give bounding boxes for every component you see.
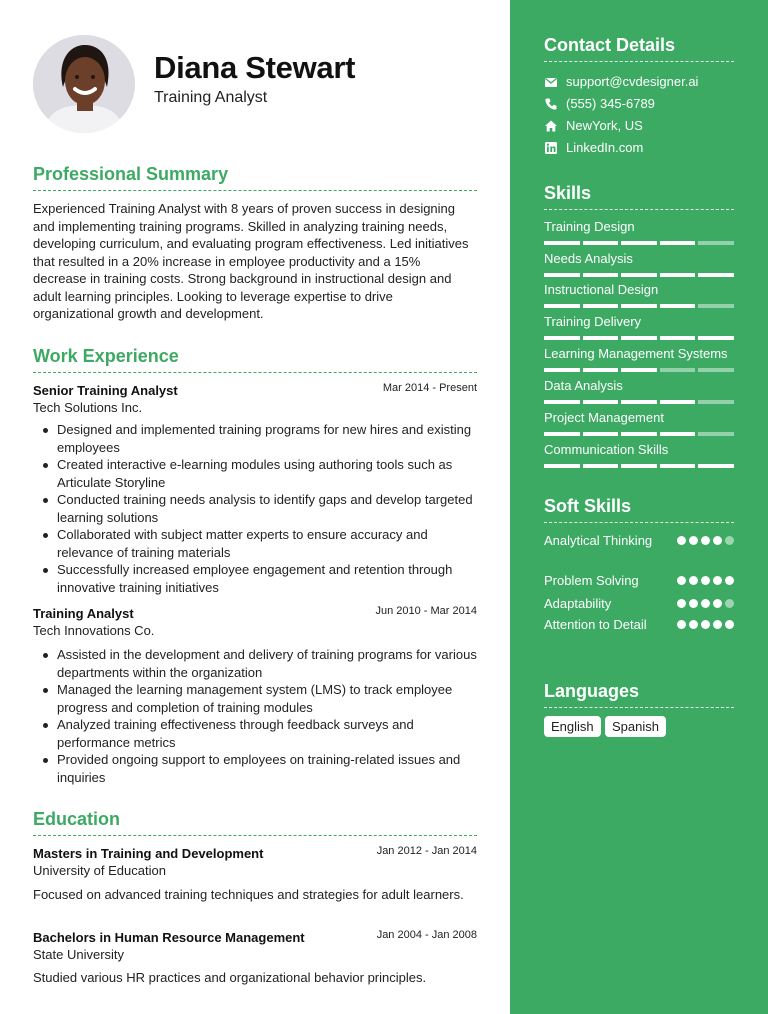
degree-dates: Jan 2004 - Jan 2008 — [376, 929, 477, 941]
contact-email[interactable] — [544, 74, 698, 89]
skill-bar-segment — [660, 273, 696, 277]
skill-bar-segment — [698, 241, 734, 245]
contact-linkedin[interactable] — [544, 140, 643, 155]
skill-level-bar — [544, 400, 734, 404]
soft-skill-label: Attention to Detail — [544, 617, 647, 632]
home-icon — [544, 119, 558, 133]
job-dates: Jun 2010 - Mar 2014 — [375, 605, 477, 617]
rating-dot — [713, 536, 722, 545]
skill-bar-segment — [621, 432, 657, 436]
school-name: State University — [33, 947, 125, 962]
rating-dot — [689, 576, 698, 585]
skill-bar-segment — [544, 464, 580, 468]
linkedin-text: LinkedIn.com — [566, 140, 644, 155]
school-name: University of Education — [33, 863, 166, 878]
skill-level-bar — [544, 432, 734, 436]
soft-skill-rating — [677, 576, 734, 585]
contact-heading: Contact Details — [544, 35, 734, 62]
rating-dot — [725, 536, 734, 545]
skill-bar-segment — [698, 432, 734, 436]
rating-dot — [701, 576, 710, 585]
skill-bar-segment — [583, 273, 619, 277]
skill-bar-segment — [544, 400, 580, 404]
summary-text: Experienced Training Analyst with 8 years of proven success in designing and implementing training programs. Skilled in analyzing training needs, developing curriculum, and evaluating program effectiveness. Led initiatives that resulted in a 20% increase in employee productivity and a 15% decrease in training costs. Strong background in instructional design and adult learning principles. Looking to leverage expertise to drive organizational growth and development. — [33, 201, 469, 321]
skill-level-bar — [544, 336, 734, 340]
skill-bar-segment — [660, 304, 696, 308]
bullet-item: Provided ongoing support to employees on training-related issues and inquiries — [57, 751, 477, 786]
rating-dot — [701, 620, 710, 629]
skill-bar-segment — [698, 464, 734, 468]
soft-skill-label: Problem Solving — [544, 573, 639, 588]
skill-bar-segment — [583, 432, 619, 436]
skill-level-bar — [544, 273, 734, 277]
job-company: Tech Innovations Co. — [33, 623, 155, 638]
education-heading: Education — [33, 809, 477, 836]
rating-dot — [725, 576, 734, 585]
skill-bar-segment — [544, 273, 580, 277]
rating-dot — [725, 620, 734, 629]
rating-dot — [725, 599, 734, 608]
skill-bar-segment — [583, 464, 619, 468]
skill-item — [544, 346, 734, 372]
skill-bar-segment — [621, 400, 657, 404]
skill-bar-segment — [544, 336, 580, 340]
skill-label: Training Delivery — [544, 314, 642, 329]
skill-bar-segment — [621, 273, 657, 277]
rating-dot — [689, 620, 698, 629]
skill-label: Communication Skills — [544, 442, 669, 457]
skill-bar-segment — [583, 241, 619, 245]
skills-heading: Skills — [544, 183, 734, 210]
linkedin-icon — [544, 141, 558, 155]
language-badge: English — [544, 716, 601, 737]
rating-dot — [677, 536, 686, 545]
soft-skill-rating — [677, 536, 734, 545]
rating-dot — [713, 599, 722, 608]
skill-bar-segment — [698, 336, 734, 340]
location-text: NewYork, US — [566, 118, 643, 133]
rating-dot — [701, 536, 710, 545]
candidate-role: Training Analyst — [154, 89, 268, 106]
skill-bar-segment — [544, 241, 580, 245]
skill-item — [544, 282, 734, 308]
skill-bar-segment — [698, 400, 734, 404]
sidebar — [510, 0, 768, 1014]
degree-title: Masters in Training and Development — [33, 846, 264, 861]
candidate-name: Diana Stewart — [154, 50, 356, 85]
job-bullets — [33, 421, 477, 596]
soft-skill-item — [544, 532, 734, 550]
skill-label: Instructional Design — [544, 282, 659, 297]
rating-dot — [713, 576, 722, 585]
skill-label: Data Analysis — [544, 378, 623, 393]
experience-heading: Work Experience — [33, 346, 477, 373]
skill-item — [544, 219, 734, 245]
job-company: Tech Solutions Inc. — [33, 400, 143, 415]
degree-title: Bachelors in Human Resource Management — [33, 930, 305, 945]
languages-heading: Languages — [544, 681, 734, 708]
rating-dot — [689, 536, 698, 545]
rating-dot — [677, 620, 686, 629]
contact-location — [544, 118, 643, 133]
skill-item — [544, 378, 734, 404]
skill-bar-segment — [660, 464, 696, 468]
skill-bar-segment — [698, 368, 734, 372]
degree-dates: Jan 2012 - Jan 2014 — [376, 845, 477, 857]
contact-phone[interactable] — [544, 96, 655, 111]
skill-bar-segment — [544, 432, 580, 436]
skill-label: Project Management — [544, 410, 664, 425]
rating-dot — [677, 599, 686, 608]
bullet-item: Assisted in the development and delivery of training programs for various departments within the organization — [57, 647, 477, 680]
skill-bar-segment — [583, 336, 619, 340]
job-title: Training Analyst — [33, 606, 134, 621]
soft-skill-item — [544, 572, 734, 590]
skill-level-bar — [544, 464, 734, 468]
job-dates: Mar 2014 - Present — [382, 382, 477, 394]
soft-skill-rating — [677, 620, 734, 629]
skill-level-bar — [544, 304, 734, 308]
rating-dot — [713, 620, 722, 629]
email-text: support@cvdesigner.ai — [566, 74, 699, 89]
skill-item — [544, 410, 734, 436]
skill-bar-segment — [660, 241, 696, 245]
language-badge: Spanish — [605, 716, 666, 737]
job-bullets — [33, 646, 477, 786]
skill-bar-segment — [660, 368, 696, 372]
soft-skills-heading: Soft Skills — [544, 496, 734, 523]
skill-bar-segment — [583, 400, 619, 404]
skill-bar-segment — [583, 304, 619, 308]
degree-description: Studied various HR practices and organizational behavior principles. — [33, 970, 427, 985]
bullet-item: Analyzed training effectiveness through feedback surveys and performance metrics — [57, 716, 477, 751]
degree-description: Focused on advanced training techniques and strategies for adult learners. — [33, 887, 464, 902]
skill-bar-segment — [621, 336, 657, 340]
soft-skill-item — [544, 616, 734, 634]
profile-photo — [33, 35, 135, 133]
job-title: Senior Training Analyst — [33, 383, 178, 398]
soft-skill-label: Adaptability — [544, 596, 612, 611]
skill-bar-segment — [621, 304, 657, 308]
skill-bar-segment — [583, 368, 619, 372]
skill-bar-segment — [621, 368, 657, 372]
phone-icon — [544, 97, 558, 111]
skill-item — [544, 442, 734, 468]
skill-label: Training Design — [544, 219, 635, 234]
soft-skill-rating — [677, 599, 734, 608]
bullet-item: Collaborated with subject matter experts to ensure accuracy and relevance of training materials — [57, 526, 477, 561]
rating-dot — [677, 576, 686, 585]
skill-bar-segment — [698, 273, 734, 277]
skill-bar-segment — [660, 432, 696, 436]
rating-dot — [701, 599, 710, 608]
skill-bar-segment — [660, 336, 696, 340]
soft-skill-label: Analytical Thinking — [544, 533, 653, 548]
skill-label: Learning Management Systems — [544, 346, 728, 361]
bullet-item: Successfully increased employee engagement and retention through innovative training initiatives — [57, 561, 477, 596]
skill-bar-segment — [660, 400, 696, 404]
skill-level-bar — [544, 241, 734, 245]
bullet-item: Conducted training needs analysis to identify gaps and develop targeted learning solutions — [57, 491, 477, 526]
skill-bar-segment — [698, 304, 734, 308]
summary-heading: Professional Summary — [33, 164, 477, 191]
skill-label: Needs Analysis — [544, 251, 633, 266]
soft-skill-item — [544, 595, 734, 613]
skill-item — [544, 314, 734, 340]
skill-level-bar — [544, 368, 734, 372]
bullet-item: Designed and implemented training programs for new hires and existing employees — [57, 421, 477, 456]
skill-bar-segment — [621, 464, 657, 468]
skill-bar-segment — [544, 304, 580, 308]
skill-item — [544, 251, 734, 277]
skill-bar-segment — [621, 241, 657, 245]
phone-text: (555) 345-6789 — [566, 96, 655, 111]
envelope-icon — [544, 75, 558, 89]
skill-bar-segment — [544, 368, 580, 372]
bullet-item: Created interactive e-learning modules using authoring tools such as Articulate Storyline — [57, 456, 477, 491]
bullet-item: Managed the learning management system (LMS) to track employee progress and completion of training modules — [57, 681, 477, 716]
rating-dot — [689, 599, 698, 608]
